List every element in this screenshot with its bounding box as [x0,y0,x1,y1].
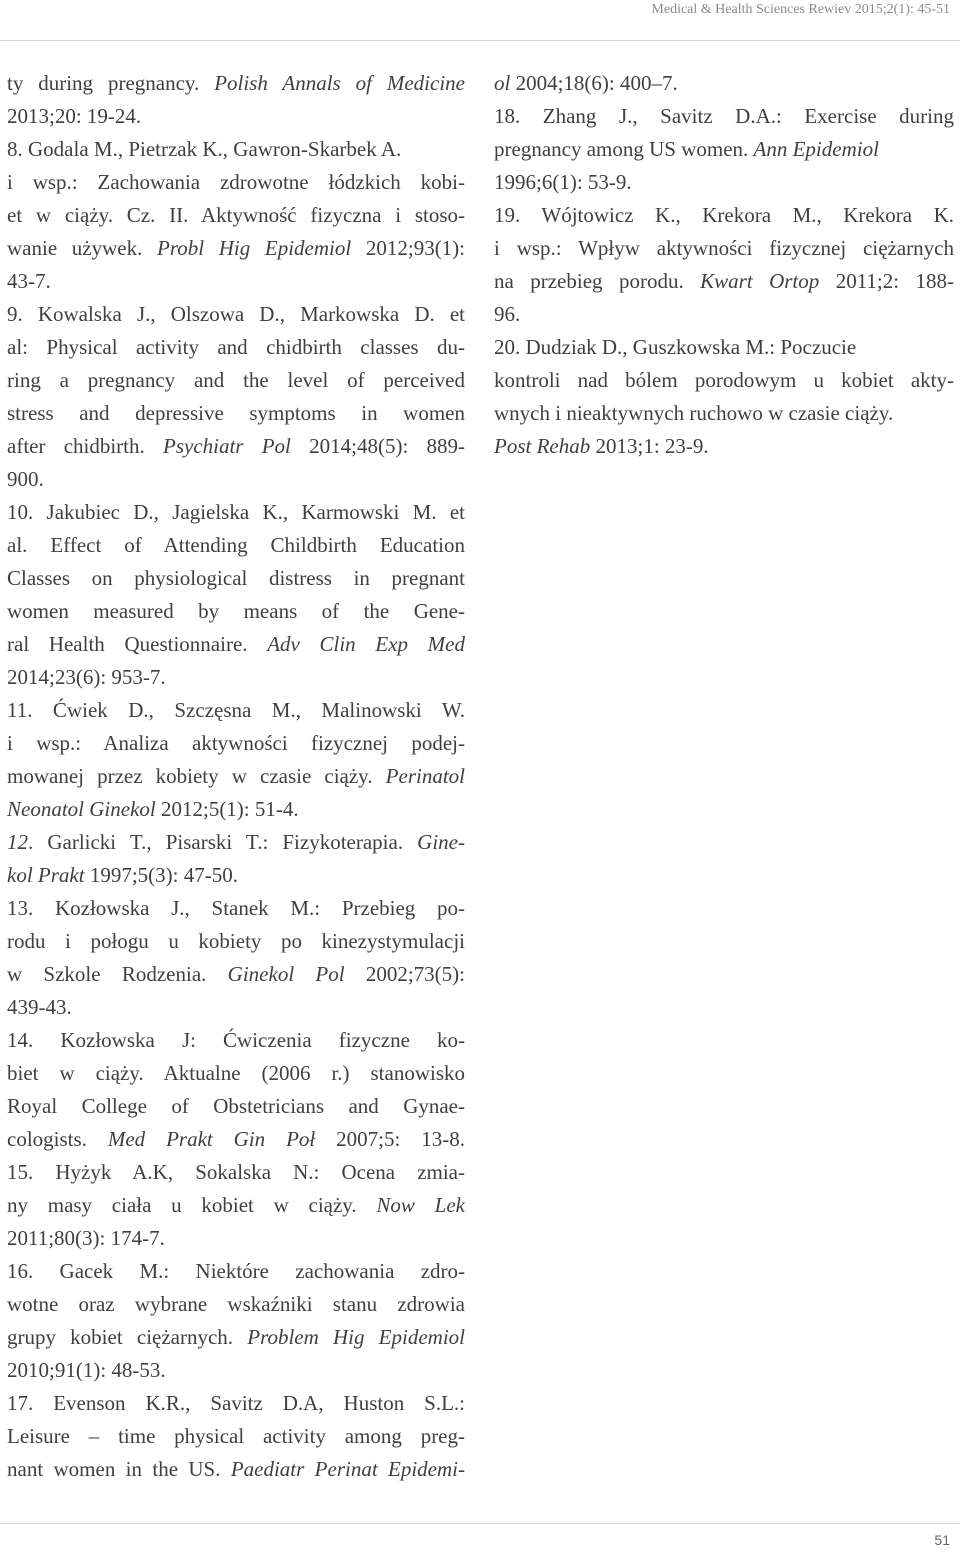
reference-line [7,925,465,958]
reference-line [494,133,954,166]
reference-line [7,496,465,529]
reference-line [7,1288,465,1321]
reference-text: 2012;5(1): 51-4. [155,797,299,821]
journal-title: Now Lek [376,1193,465,1217]
reference-text: 17. Evenson K.R., Savitz D.A, Huston S.L.: [7,1391,465,1415]
reference-text: ral Health Questionnaire. [7,632,268,656]
reference-text: Classes on physiological distress in pregnant [7,566,465,590]
journal-title: Post Rehab [494,434,591,458]
reference-text: 2007;5: 13-8. [315,1127,465,1151]
reference-text: biet w ciąży. Aktualne (2006 r.) stanowisko [7,1061,465,1085]
reference-text: women measured by means of the Gene- [7,599,465,623]
reference-text: 9. Kowalska J., Olszowa D., Markowska D. et [7,302,465,326]
reference-line [494,430,954,463]
reference-text: et w ciąży. Cz. II. Aktywność fizyczna i stoso- [7,203,465,227]
reference-line [7,232,465,265]
reference-line [7,1387,465,1420]
reference-text: 2013;1: 23-9. [590,434,709,458]
reference-line [494,67,954,100]
journal-title: Med Prakt Gin Poł [107,1127,316,1151]
reference-text: al: Physical activity and chidbirth classes du- [7,335,465,359]
reference-line [7,760,465,793]
reference-line [7,661,465,694]
reference-text: nant women in the US. [7,1457,231,1481]
journal-title: Neonatol Ginekol [7,797,156,821]
reference-text: 19. Wójtowicz K., Krekora M., Krekora K. [494,203,954,227]
reference-text: wanie używek. [7,236,158,260]
reference-line [494,199,954,232]
reference-line [7,826,465,859]
reference-line [7,1189,465,1222]
journal-title: Ann Epidemiol [753,137,879,161]
reference-text: 2011;2: 188- [819,269,954,293]
journal-title: Problem Hig Epidemiol [247,1325,465,1349]
reference-line [7,364,465,397]
journal-title: 12 [7,830,28,854]
journal-title: Psychiatr Pol [163,434,291,458]
reference-text: ty during pregnancy. [7,71,215,95]
reference-text: 16. Gacek M.: Niektóre zachowania zdro- [7,1259,465,1283]
reference-text: kontroli nad bólem porodowym u kobiet akty- [494,368,954,392]
reference-text: 2014;48(5): 889- [290,434,466,458]
reference-text: na przebieg porodu. [494,269,701,293]
reference-text: 2010;91(1): 48-53. [7,1358,166,1382]
reference-line [7,1255,465,1288]
reference-line [7,991,465,1024]
reference-text: w Szkole Rodzenia. [7,962,228,986]
reference-text: al. Effect of Attending Childbirth Education [7,533,465,557]
reference-text: cologists. [7,1127,108,1151]
reference-text: 2011;80(3): 174-7. [7,1226,165,1250]
reference-line [7,1321,465,1354]
reference-text: i wsp.: Zachowania zdrowotne łódzkich kobi- [7,170,465,194]
reference-line [494,364,954,397]
reference-text: stress and depressive symptoms in women [7,401,465,425]
journal-title: Polish Annals of Medicine [214,71,465,95]
reference-text: 20. Dudziak D., Guszkowska M.: Poczucie [494,335,857,359]
reference-line [7,1420,465,1453]
reference-text: 439-43. [7,995,72,1019]
journal-title: ol [494,71,511,95]
reference-text: after chidbirth. [7,434,163,458]
reference-text: 2014;23(6): 953-7. [7,665,166,689]
journal-title: kol Prakt [7,863,85,887]
reference-line [494,166,954,199]
reference-line [7,67,465,100]
reference-line [494,397,954,430]
reference-line [7,892,465,925]
reference-text: pregnancy among US women. [494,137,754,161]
reference-line [7,562,465,595]
reference-line [7,595,465,628]
reference-line [494,100,954,133]
reference-text: 43-7. [7,269,51,293]
reference-line [7,1222,465,1255]
reference-line [7,859,465,892]
reference-text: Royal College of Obstetricians and Gynae- [7,1094,465,1118]
reference-text: wnych i nieaktywnych ruchowo w czasie ciąży. [494,401,894,425]
references-column-left [7,67,465,1486]
reference-text: 13. Kozłowska J., Stanek M.: Przebieg po- [7,896,465,920]
journal-title: Paediatr Perinat Epidemi- [230,1457,465,1481]
reference-text: 900. [7,467,44,491]
journal-title: Kwart Ortop [700,269,820,293]
reference-line [7,694,465,727]
references-column-right [494,67,954,463]
reference-text: 2012;93(1): [351,236,466,260]
reference-text: 2004;18(6): 400–7. [510,71,678,95]
journal-title: Probl Hig Epidemiol [157,236,352,260]
reference-line [7,1024,465,1057]
reference-line [7,100,465,133]
reference-line [7,199,465,232]
reference-text: . Garlicki T., Pisarski T.: Fizykoterapia. [28,830,418,854]
reference-line [7,1156,465,1189]
reference-line [7,958,465,991]
journal-title: Gine- [417,830,465,854]
reference-text: i wsp.: Wpływ aktywności fizycznej ciężarnych [494,236,954,260]
running-header: Medical & Health Sciences Rewiev 2015;2(1): 45-51 [651,2,950,17]
reference-line [7,1057,465,1090]
reference-line [7,727,465,760]
reference-line [7,265,465,298]
reference-line [7,463,465,496]
reference-line [494,232,954,265]
reference-line [7,1123,465,1156]
reference-line [7,1453,465,1486]
header-divider [0,40,960,41]
reference-line [7,529,465,562]
journal-title: Ginekol Pol [227,962,345,986]
journal-title: Perinatol [385,764,465,788]
reference-line [494,265,954,298]
reference-text: 18. Zhang J., Savitz D.A.: Exercise during [494,104,954,128]
reference-text: wotne oraz wybrane wskaźniki stanu zdrowia [7,1292,465,1316]
reference-line [7,166,465,199]
reference-line [7,793,465,826]
reference-text: 1997;5(3): 47-50. [84,863,238,887]
reference-text: grupy kobiet ciężarnych. [7,1325,248,1349]
reference-text: 11. Ćwiek D., Szczęsna M., Malinowski W. [7,698,465,722]
footer-divider [0,1523,960,1524]
page-number: 51 [934,1532,950,1548]
reference-line [494,331,954,364]
reference-text: 96. [494,302,521,326]
reference-text: 2013;20: 19-24. [7,104,142,128]
reference-text: mowanej przez kobiety w czasie ciąży. [7,764,386,788]
reference-line [7,1090,465,1123]
journal-title: Adv Clin Exp Med [267,632,465,656]
reference-text: rodu i połogu u kobiety po kinezystymulacji [7,929,465,953]
reference-line [7,430,465,463]
reference-text: ny masy ciała u kobiet w ciąży. [7,1193,377,1217]
reference-line [7,1354,465,1387]
reference-line [7,628,465,661]
reference-text: 15. Hyżyk A.K, Sokalska N.: Ocena zmia- [7,1160,465,1184]
reference-text: 1996;6(1): 53-9. [494,170,632,194]
reference-text: 14. Kozłowska J: Ćwiczenia fizyczne ko- [7,1028,465,1052]
reference-text: ring a pregnancy and the level of perceived [7,368,465,392]
reference-line [494,298,954,331]
reference-text: i wsp.: Analiza aktywności fizycznej podej- [7,731,465,755]
reference-text: 10. Jakubiec D., Jagielska K., Karmowski M. et [7,500,465,524]
reference-line [7,397,465,430]
reference-text: 2002;73(5): [344,962,465,986]
reference-line [7,331,465,364]
reference-text: 8. Godala M., Pietrzak K., Gawron-Skarbek A. [7,137,402,161]
reference-text: Leisure – time physical activity among preg- [7,1424,465,1448]
reference-line [7,298,465,331]
reference-line [7,133,465,166]
